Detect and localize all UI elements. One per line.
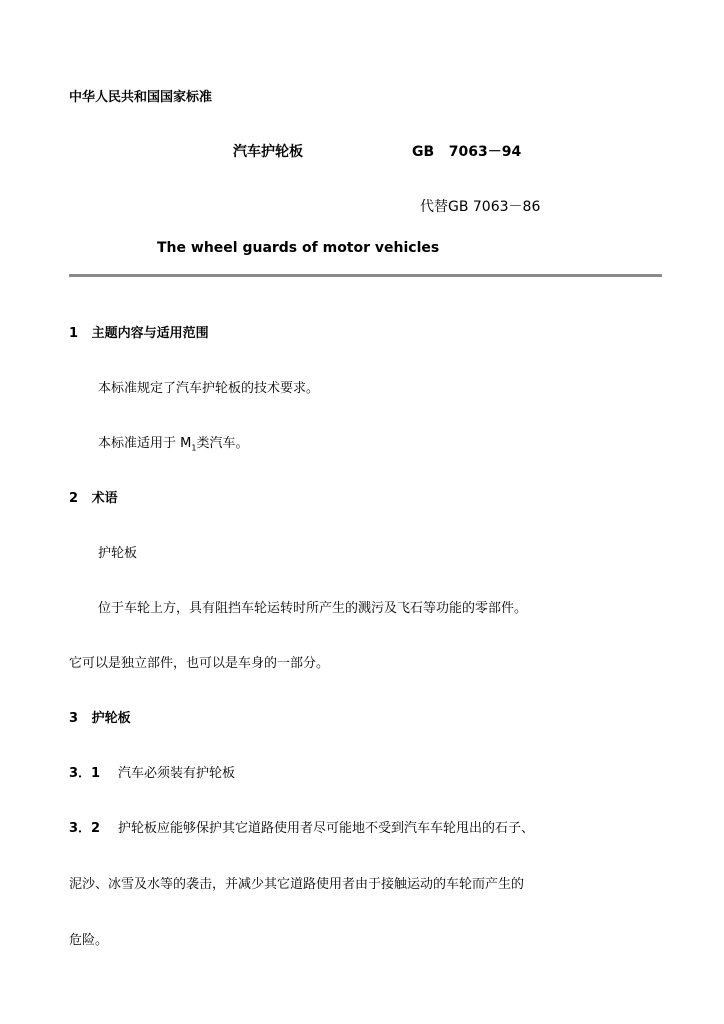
- clause-3-2-text-line-2: 泥沙、冰雪及水等的袭击，并减少其它道路使用者由于接触运动的车轮而产生的: [69, 877, 525, 892]
- standard-org: 中华人民共和国国家标准: [69, 90, 213, 105]
- section-2-heading: 2 术语: [69, 491, 118, 506]
- header-divider: [69, 274, 662, 277]
- clause-3-2-text-line-1: 护轮板应能够保护其它道路使用者尽可能地不受到汽车车轮甩出的石子、: [118, 821, 535, 836]
- clause-3-2-number: 3．2: [69, 821, 101, 836]
- clause-3-1-text: 汽车必须装有护轮板: [118, 766, 236, 781]
- clause-3-1-number: 3．1: [69, 766, 101, 781]
- clause-3-2-text-line-3: 危险。: [69, 933, 109, 948]
- document-title: 汽车护轮板: [233, 144, 303, 160]
- section-1-heading: 1 主题内容与适用范围: [69, 326, 209, 341]
- replaces-note: 代替GB 7063－86: [420, 199, 541, 215]
- section-1-paragraph-1: 本标准规定了汽车护轮板的技术要求。: [98, 381, 320, 396]
- section-3-heading: 3 护轮板: [69, 711, 131, 726]
- section-1-paragraph-2: 本标准适用于 $M_1$类汽车。: [98, 436, 249, 453]
- term-name: 护轮板: [98, 546, 138, 561]
- standard-code: GB 7063－94: [412, 144, 522, 160]
- term-definition-line-2: 它可以是独立部件，也可以是车身的一部分。: [69, 656, 330, 671]
- english-title: The wheel guards of motor vehicles: [157, 240, 440, 256]
- term-definition-line-1: 位于车轮上方，具有阻挡车轮运转时所产生的溅污及飞石等功能的零部件。: [98, 601, 528, 616]
